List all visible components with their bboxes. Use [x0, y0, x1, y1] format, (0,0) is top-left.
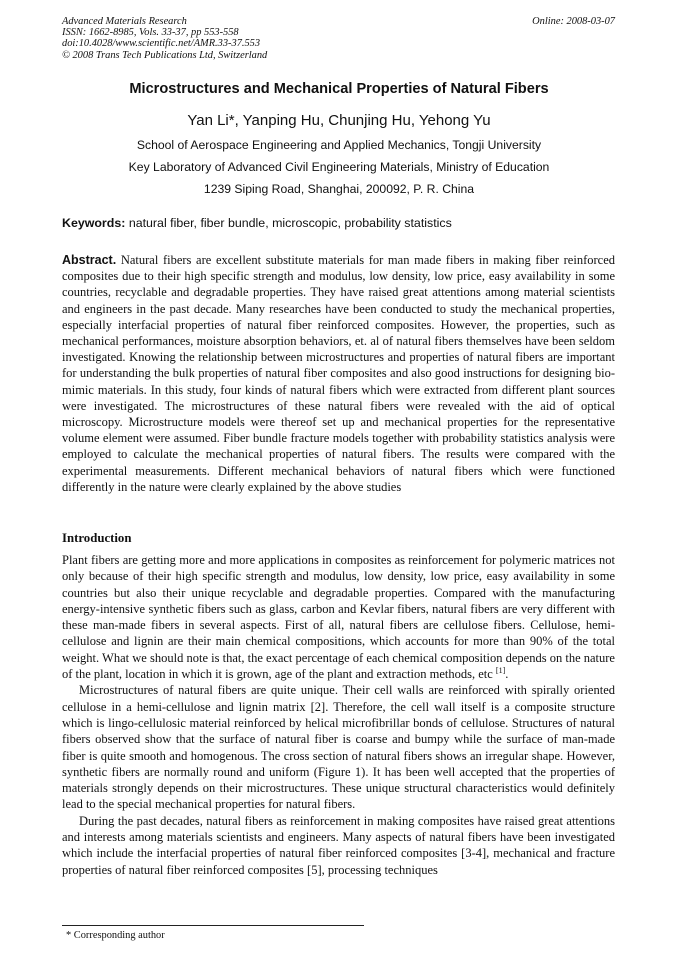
- affiliation-1: School of Aerospace Engineering and Applied Mechanics, Tongji University: [136, 138, 542, 152]
- journal-name: Advanced Materials Research: [62, 16, 187, 27]
- footnote-divider: [62, 925, 364, 926]
- author-list: Yan Li*, Yanping Hu, Chunjing Hu, Yehong Yu: [187, 112, 491, 129]
- journal-header: [62, 16, 615, 61]
- paragraph: During the past decades, natural fibers as reinforcement in making composites have raised great attentions and interests among materials scientists and engineers. Many aspects of natural fibers have been investigated which include the interfacial properties of natural fiber reinforced composites [3-4], mechanical and fracture properties of natural fiber reinforced composites [5], processing techniques: [62, 813, 615, 877]
- keywords-text: natural fiber, fiber bundle, microscopic, probability statistics: [128, 216, 452, 230]
- footnote: * Corresponding author: [66, 930, 165, 941]
- copyright-line: © 2008 Trans Tech Publications Ltd, Switzerland: [62, 49, 268, 61]
- affiliation-3: 1239 Siping Road, Shanghai, 200092, P. R. China: [203, 182, 475, 196]
- abstract-text: Natural fibers are excellent substitute materials for man made fibers in making fiber reinforced composites due to their high specific strength and modulus, low density, low price, easy availability in some countries, recyclable and degradable properties. They have raised great attentions among material scientists and engineers in the past decade. Many researches have been conducted to study the mechanical properties, especially interfacial properties of natural fiber reinforced composites. However, the properties, such as mechanical performances, moisture absorption behaviors, et. al of natural fibers themselves have been seldom investigated. Knowing the relationship between microstructures and properties of natural fibers are important for understanding the bulk properties of natural fiber composites and also good instructions for designing bio-mimic materials. In this study, four kinds of natural fibers which were extracted from different plant sources were investigated. The microstructures of these natural fibers were revealed with the aid of optical microscopy. Microstructure models were thereof set up and mechanical properties for the representative volume element were assumed. Fiber bundle fracture models together with probability statistics analysis were employed to calculate the mechanical properties of natural fibers. The results were compared with the experimental measurements. Different mechanical behaviors of natural fibers which were functioned differently in the nature were clearly explained by the above studies: [62, 253, 615, 494]
- abstract-label: Abstract.: [62, 253, 117, 267]
- paragraph: Microstructures of natural fibers are quite unique. Their cell walls are reinforced with spirally oriented cellulose in a hemi-cellulose and lignin matrix [2]. Therefore, the cell wall itself is a composite structure which is lingo-cellulosic material reinforced by helical microfibrillar bonds of cellulose. Structures of natural fibers observed show that the surface of natural fiber is coarse and bumpy while the surface of man-made fiber is quite smooth and homogenous. The cross section of natural fibers shows an irregular shape. However, synthetic fibers are normally round and uniform (Figure 1). It has been well accepted that the properties of materials strongly depends on their microstructures. These unique structural characteristics would definitely lead to the special mechanical properties for natural fibers.: [62, 683, 615, 812]
- affiliation-2: Key Laboratory of Advanced Civil Engineering Materials, Ministry of Education: [128, 160, 550, 174]
- citation-ref: [1]: [495, 666, 506, 676]
- doi-line: doi:10.4028/www.scientific.net/AMR.33-37.553: [62, 38, 261, 50]
- paragraph-end: .: [505, 667, 509, 682]
- issn-line: ISSN: 1662-8985, Vols. 33-37, pp 553-558: [62, 27, 239, 39]
- paragraph: [62, 552, 615, 682]
- online-date: Online: 2008-03-07: [532, 16, 615, 27]
- abstract: [62, 252, 615, 495]
- keywords-label: Keywords:: [62, 216, 126, 230]
- paragraph-text: Plant fibers are getting more and more applications in composites as reinforcement for polymeric matrices not only because of their high specific strength and modulus, low density, low price, easy availability in some countries but also their unique recyclable and degradable properties. Compared with the manufacturing energy-intensive synthetic fibers such as glass, carbon and Kevlar fibers, natural fibers are very different with these man-made fibers in several aspects. First of all, natural fibers are cellulose fibers. Cellulose, hemi-cellulose and lignin are their main chemical compositions, which accounts for more than 90% of the total weight. What we should note is that, the exact percentage of each chemical composition depends on the nature of the plant, location in which it is grown, age of the plant and extraction methods, etc: [62, 553, 615, 682]
- section-heading-introduction: Introduction: [62, 531, 132, 545]
- introduction-body: [62, 552, 615, 878]
- paper-title: Microstructures and Mechanical Properties of Natural Fibers: [129, 81, 549, 97]
- keywords: [62, 216, 615, 230]
